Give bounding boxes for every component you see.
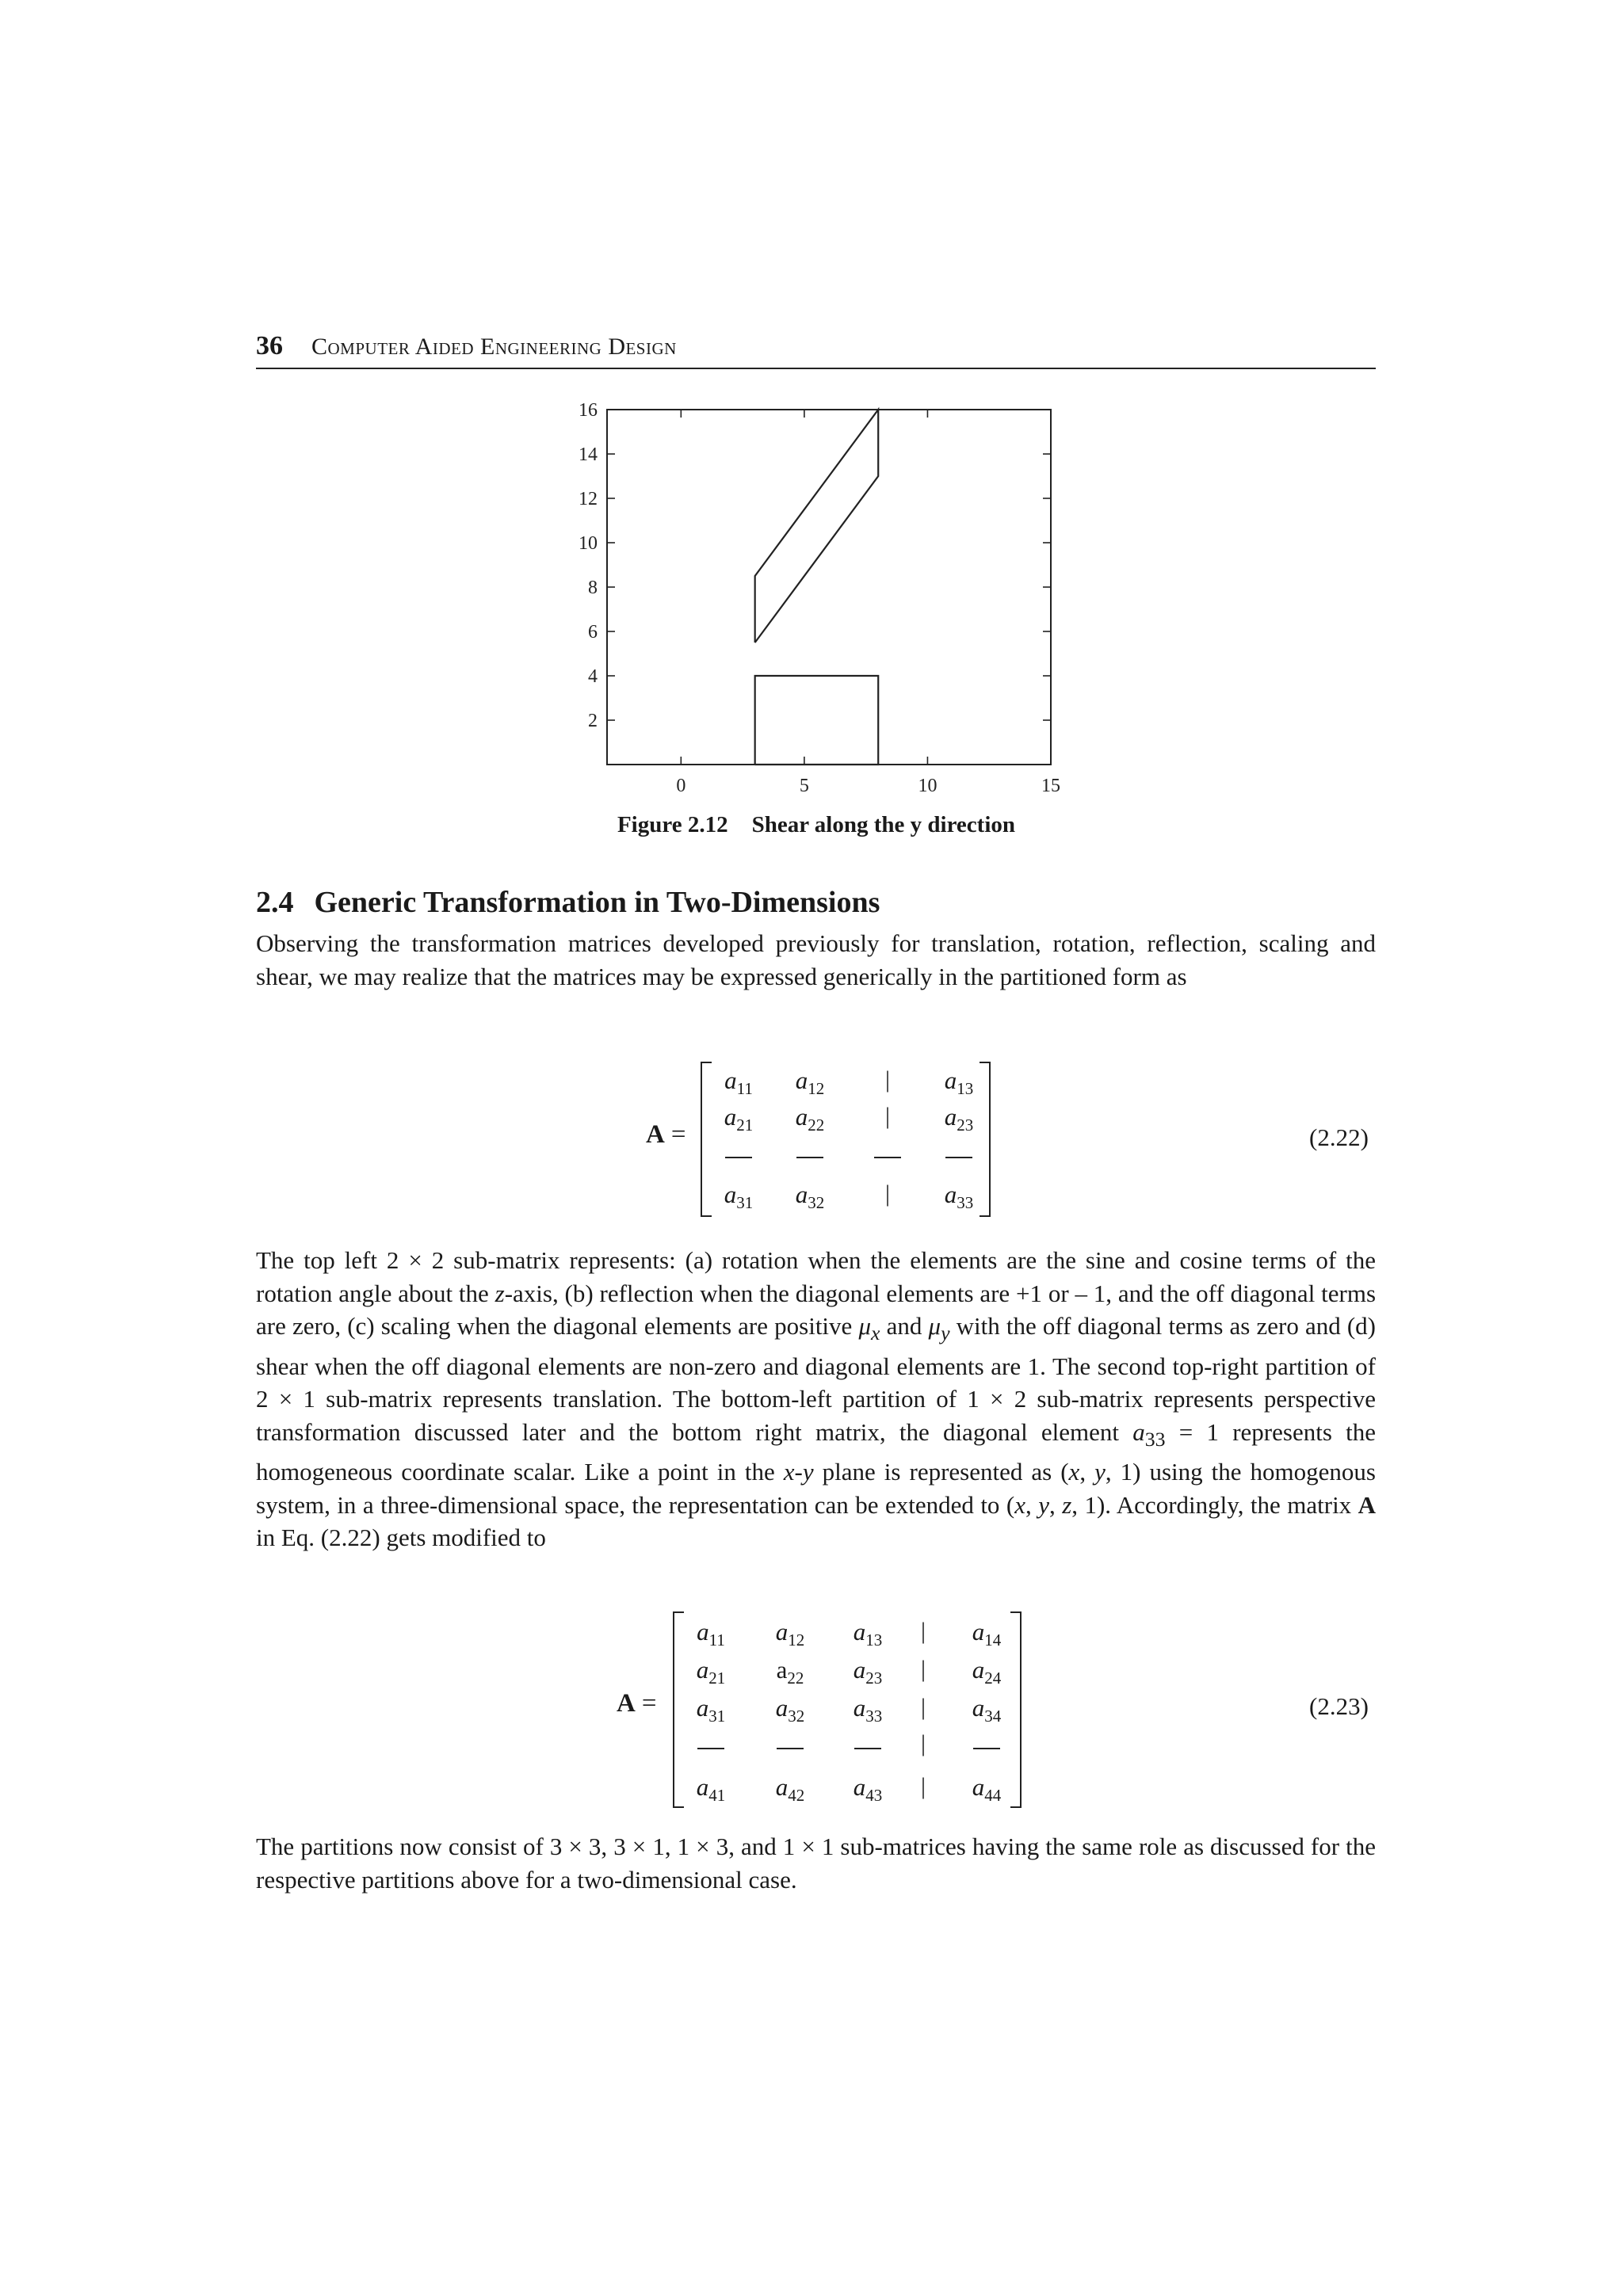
- partition-bar: |: [920, 1618, 926, 1644]
- equation-2-23: [0, 1600, 1623, 1814]
- matrix-element: $a_{23}$: [853, 1656, 883, 1688]
- matrix-element: $a_{33}$: [853, 1694, 883, 1726]
- matrix-element: $a_{31}$: [724, 1180, 754, 1213]
- sheared-parallelogram: [755, 410, 879, 643]
- matrix-element: $a_{12}$: [775, 1618, 805, 1650]
- matrix-element: $a_{24}$: [972, 1656, 1002, 1688]
- shear-plot: [555, 388, 1094, 800]
- running-header: [256, 331, 1376, 369]
- matrix-label: A =: [617, 1689, 657, 1718]
- matrix-element: $a_{34}$: [972, 1694, 1002, 1726]
- partition-bar: |: [884, 1066, 891, 1093]
- partition-bar: |: [920, 1694, 926, 1720]
- partition-dash: [945, 1157, 972, 1158]
- matrix-element: $a_{21}$: [724, 1103, 754, 1135]
- partition-dash: [973, 1748, 1000, 1749]
- partition-dash: [796, 1157, 823, 1158]
- plot-frame: [607, 410, 1051, 765]
- matrix-element: $a_{23}$: [944, 1103, 974, 1135]
- partition-dash: [854, 1748, 881, 1749]
- partition-bar: |: [884, 1103, 891, 1129]
- y-tick-label: 4: [588, 666, 598, 687]
- y-tick-label: 8: [588, 578, 598, 598]
- x-tick-label: 5: [799, 776, 809, 796]
- left-bracket: [701, 1062, 712, 1217]
- caption-number: Figure 2.12: [617, 812, 728, 837]
- matrix-element: $a_{42}$: [775, 1773, 805, 1806]
- equation-2-22: [0, 1054, 1623, 1220]
- matrix-element: $a_{22}$: [776, 1656, 804, 1688]
- matrix-element: $a_{22}$: [795, 1103, 825, 1135]
- right-bracket: [1010, 1611, 1022, 1808]
- partition-bar: |: [920, 1730, 926, 1756]
- partition-dash: [697, 1748, 724, 1749]
- partition-dash: [777, 1748, 804, 1749]
- partition-bar: |: [884, 1180, 891, 1207]
- matrix-element: $a_{33}$: [944, 1180, 974, 1213]
- matrix-element: $a_{32}$: [795, 1180, 825, 1213]
- paragraph-submatrix-roles: The top left 2 × 2 sub-matrix represents: (a) rotation when the elements are the sine and cosine terms of the rotation angle about the z-axis, (b) reflection when the diagonal elements are +1 or – 1, and the off diagonal terms are zero, (c) scaling when the diagonal elements are positive $\mu_x$ and $\mu_y$ with the off diagonal terms as zero and (d) shear when the off diagonal elements are non-zero and diagonal elements are 1. The second top-right partition of 2 × 1 sub-matrix represents translation. The bottom-left partition of 1 × 2 sub-matrix represents perspective transformation discussed later and the bottom right matrix, the diagonal element $a_{33} = 1$ represents the homogeneous coordinate scalar. Like a point in the x-y plane is represented as (x, y, 1) using the homogenous system, in a three-dimensional space, the representation can be extended to (x, y, z, 1). Accordingly, the matrix A in Eq. (2.22) gets modified to: [256, 1246, 1377, 1552]
- matrix-label: A =: [646, 1120, 686, 1149]
- figure-2-12: [555, 388, 1094, 800]
- right-bracket: [980, 1062, 991, 1217]
- matrix-element: $a_{12}$: [795, 1066, 825, 1099]
- matrix-4x4: [673, 1611, 1022, 1808]
- partition-dash: [725, 1157, 752, 1158]
- matrix-element: $a_{13}$: [944, 1066, 974, 1099]
- matrix-element: $a_{21}$: [696, 1656, 726, 1688]
- partition-bar: |: [920, 1656, 926, 1682]
- y-tick-label: 6: [588, 622, 598, 643]
- x-tick-label: 15: [1041, 776, 1060, 796]
- matrix-3x3: [701, 1062, 991, 1217]
- figure-caption: [475, 812, 1157, 838]
- partition-bar: |: [920, 1773, 926, 1799]
- page-number: 36: [256, 331, 283, 360]
- y-tick-label: 16: [579, 400, 598, 421]
- y-tick-label: 12: [579, 489, 598, 509]
- original-rectangle: [755, 676, 879, 765]
- matrix-element: $a_{11}$: [697, 1618, 725, 1650]
- y-tick-label: 14: [579, 444, 598, 465]
- x-tick-label: 10: [918, 776, 938, 796]
- equation-number: (2.23): [1309, 1692, 1369, 1720]
- paragraph-intro: Observing the transformation matrices developed previously for translation, rotation, reflection, scaling and shear, we may realize that the matrices may be expressed generically in the partitioned form as: [256, 929, 1376, 990]
- section-heading: [256, 885, 880, 920]
- section-number: 2.4: [256, 886, 294, 919]
- matrix-element: $a_{11}$: [724, 1066, 753, 1099]
- caption-text: Shear along the y direction: [751, 812, 1016, 837]
- matrix-element: $a_{14}$: [972, 1618, 1002, 1650]
- left-bracket: [673, 1611, 684, 1808]
- matrix-element: $a_{13}$: [853, 1618, 883, 1650]
- partition-dash: [874, 1157, 901, 1158]
- matrix-element: $a_{32}$: [775, 1694, 805, 1726]
- matrix-element: $a_{31}$: [696, 1694, 726, 1726]
- y-tick-label: 2: [588, 711, 598, 731]
- x-tick-label: 0: [676, 776, 686, 796]
- matrix-element: $a_{41}$: [696, 1773, 726, 1806]
- equation-number: (2.22): [1309, 1123, 1369, 1151]
- matrix-element: $a_{43}$: [853, 1773, 883, 1806]
- matrix-element: $a_{44}$: [972, 1773, 1002, 1806]
- running-title: Computer Aided Engineering Design: [311, 334, 677, 360]
- paragraph-partitions: The partitions now consist of 3 × 3, 3 × 1, 1 × 3, and 1 × 1 sub-matrices having the same role as discussed for the respective partitions above for a two-dimensional case.: [256, 1833, 1376, 1894]
- y-tick-label: 10: [579, 533, 598, 554]
- section-title: Generic Transformation in Two-Dimensions: [314, 886, 880, 919]
